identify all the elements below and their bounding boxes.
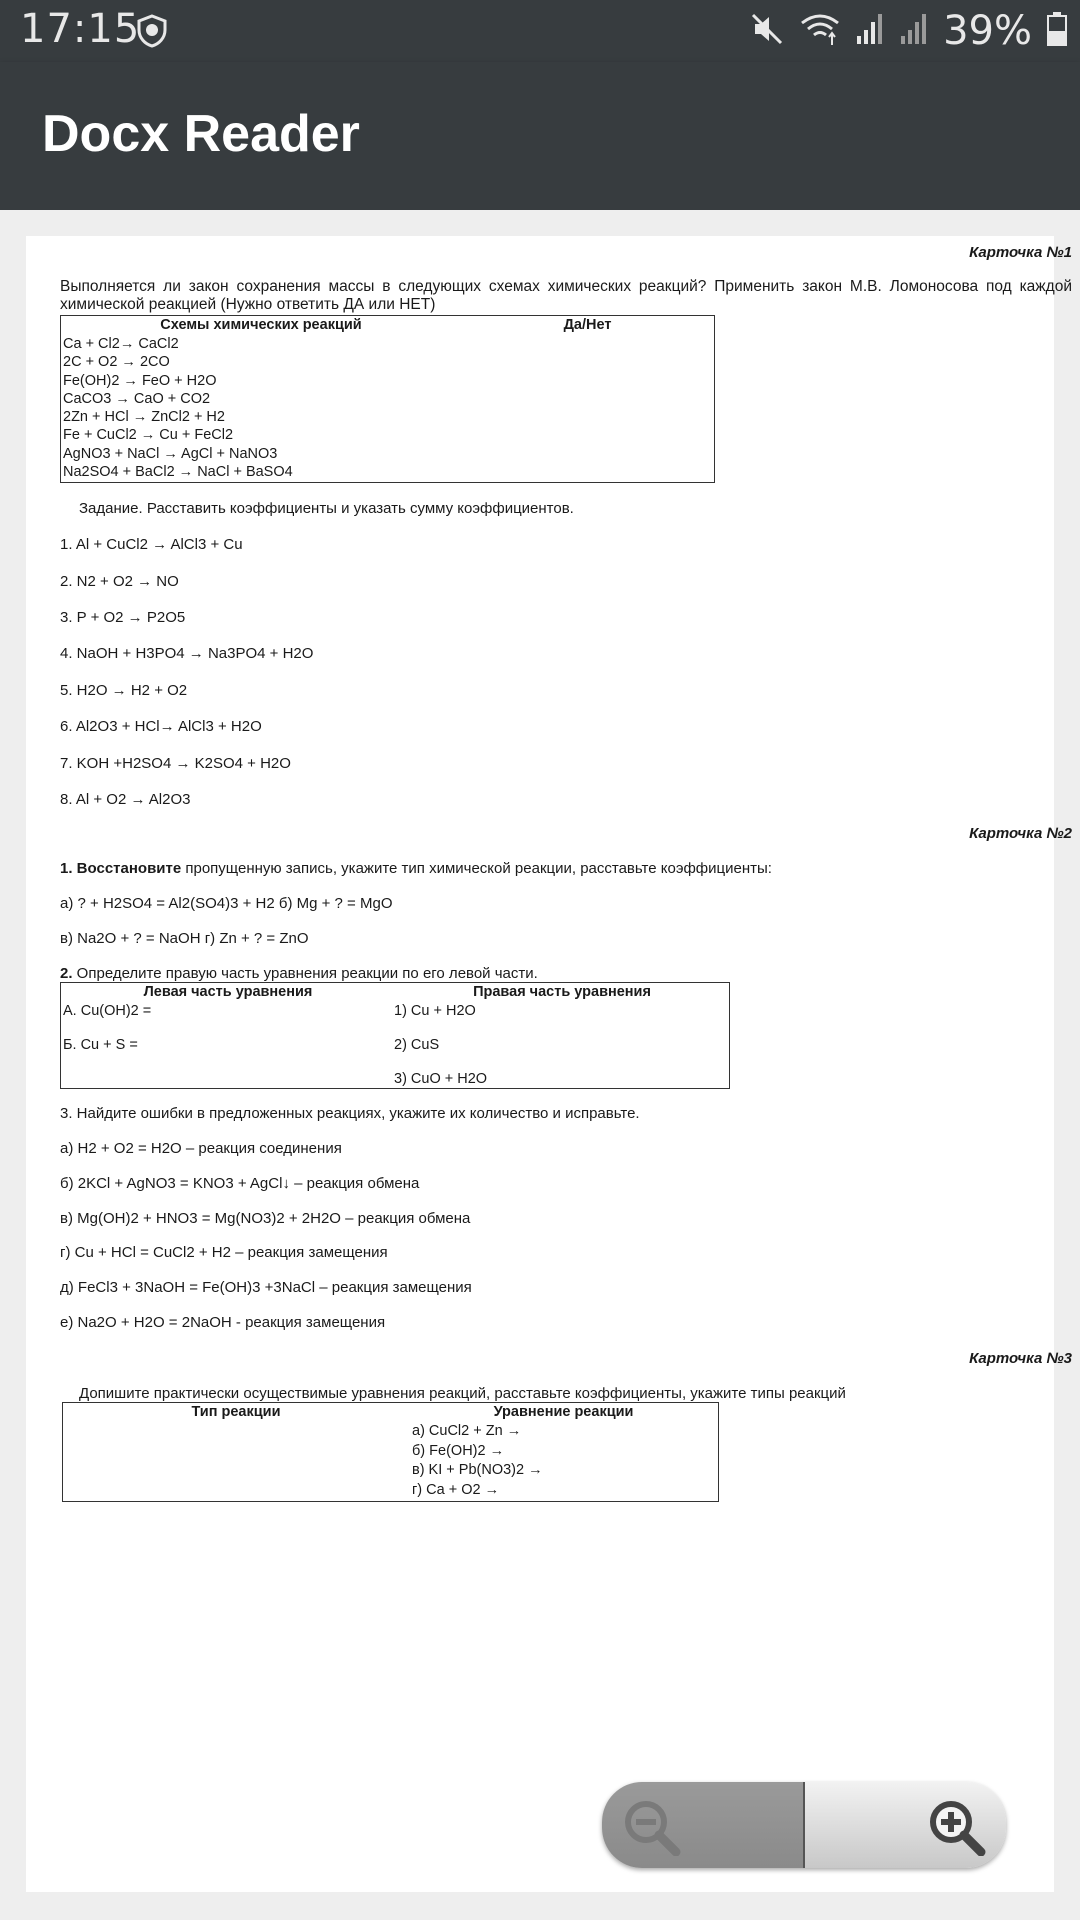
card2-title: Карточка №2 xyxy=(969,825,1072,842)
document-page[interactable] xyxy=(26,236,1072,1892)
card2-q3-item: д) FeCl3 + 3NaOH = Fe(OH)3 +3NaCl – реакция замещения xyxy=(60,1279,472,1296)
card2-header-left: Левая часть уравнения xyxy=(143,984,313,1000)
zoom-in-button[interactable] xyxy=(803,1782,1006,1868)
shield-icon xyxy=(135,14,169,53)
battery-icon xyxy=(1046,11,1068,52)
card1-row: Fe(OH)2 → FeO + H2O xyxy=(63,372,217,389)
zoom-out-icon xyxy=(620,1796,684,1861)
card3-intro: Допишите практически осуществимые уравнения реакций, расставьте коэффициенты, укажите типы реакций xyxy=(79,1385,846,1402)
card3-equation: а) CuCl2 + Zn → xyxy=(412,1423,522,1439)
card2-right-3: 3) CuO + H2O xyxy=(394,1071,488,1087)
app-title: Docx Reader xyxy=(42,105,360,163)
card2-q2-bold: 2. xyxy=(60,965,73,982)
card2-right-2: 2) CuS xyxy=(394,1037,440,1053)
card2-header-right: Правая часть уравнения xyxy=(473,984,651,1000)
signal-icon xyxy=(855,12,885,51)
card1-task: Задание. Расставить коэффициенты и указать сумму коэффициентов. xyxy=(79,500,574,517)
card1-equation: 2. N2 + O2 → NO xyxy=(60,573,179,590)
wifi-icon xyxy=(799,11,841,52)
card1-table xyxy=(60,315,715,483)
card1-title: Карточка №1 xyxy=(969,244,1072,261)
card2-q1-bold: 1. Восстановите xyxy=(60,860,182,877)
battery-percent: 39% xyxy=(943,8,1032,54)
card2-q1-line-b: в) Na2O + ? = NaOH г) Zn + ? = ZnO xyxy=(60,930,309,947)
card1-equation: 5. H2O → H2 + O2 xyxy=(60,682,188,699)
card1-header-schemes: Схемы химических реакций xyxy=(160,317,362,333)
card1-intro: Выполняется ли закон сохранения массы в следующих схемах химических реакций? Применить закон М.В. Ломоносова под каждой химической реакцией (Нужно ответить ДА или НЕТ) xyxy=(60,278,1072,313)
card1-row: 2Zn + HCl → ZnCl2 + H2 xyxy=(63,409,225,426)
signal-icon xyxy=(899,12,929,51)
card2-q1-line-a: а) ? + H2SO4 = Al2(SO4)3 + H2 б) Mg + ? = MgO xyxy=(60,895,393,912)
card2-q3-item: г) Cu + HCl = CuCl2 + H2 – реакция замещения xyxy=(60,1244,388,1261)
card2-q3-item: б) 2KCl + AgNO3 = KNO3 + AgCl↓ – реакция обмена xyxy=(60,1175,420,1192)
card2-table xyxy=(60,982,730,1089)
zoom-controls xyxy=(602,1782,1006,1868)
card3-equation: б) Fe(OH)2 → xyxy=(412,1442,505,1459)
card2-q1-text: пропущенную запись, укажите тип химической реакции, расставьте коэффициенты: xyxy=(181,860,772,877)
card2-question3: 3. Найдите ошибки в предложенных реакциях, укажите их количество и исправьте. xyxy=(60,1105,640,1122)
card2-question2 xyxy=(60,965,538,983)
card1-row: AgNO3 + NaCl → AgCl + NaNO3 xyxy=(63,445,278,462)
card1-row: CaCO3 → CaO + CO2 xyxy=(63,390,211,407)
card1-row: Ca + Cl2→ CaCl2 xyxy=(63,336,179,352)
card1-equation: 4. NaOH + H3PO4 → Na3PO4 + H2O xyxy=(60,645,314,662)
card3-equation: в) KI + Pb(NO3)2 → xyxy=(412,1462,543,1478)
card1-row: 2C + O2 → 2CO xyxy=(63,354,170,371)
card3-title: Карточка №3 xyxy=(969,1350,1072,1367)
app-bar xyxy=(0,62,1080,210)
card3-header-equation: Уравнение реакции xyxy=(493,1404,634,1420)
status-time: 17:15 xyxy=(20,6,141,52)
card1-header-yesno: Да/Нет xyxy=(563,317,612,333)
card1-equation: 3. P + O2 → P2O5 xyxy=(60,609,186,626)
zoom-out-button[interactable] xyxy=(602,1782,803,1868)
status-bar xyxy=(0,0,1080,62)
card2-q3-item: а) H2 + O2 = H2O – реакция соединения xyxy=(60,1140,342,1157)
card3-table xyxy=(62,1402,719,1502)
card1-row: Fe + CuCl2 → Cu + FeCl2 xyxy=(63,427,234,444)
card3-equation: г) Ca + O2 → xyxy=(412,1481,500,1498)
card3-header-type: Тип реакции xyxy=(191,1404,281,1420)
card2-right-1: 1) Cu + H2O xyxy=(394,1003,476,1019)
card1-row: Na2SO4 + BaCl2 → NaCl + BaSO4 xyxy=(63,464,293,481)
zoom-in-icon xyxy=(925,1796,989,1861)
card2-question1 xyxy=(60,860,772,878)
card2-q2-text: Определите правую часть уравнения реакции по его левой части. xyxy=(72,965,538,982)
card2-left-b: Б. Cu + S = xyxy=(63,1037,138,1053)
card2-left-a: А. Cu(OH)2 = xyxy=(63,1003,152,1019)
card1-equation: 7. KOH +H2SO4 → K2SO4 + H2O xyxy=(60,755,291,772)
card1-equation: 8. Al + O2 → Al2O3 xyxy=(60,791,191,808)
card1-equation: 1. Al + CuCl2 → AlCl3 + Cu xyxy=(60,536,243,553)
card1-equation: 6. Al2O3 + HCl→ AlCl3 + H2O xyxy=(60,718,262,735)
mute-icon xyxy=(749,11,785,52)
card2-q3-item: в) Mg(OH)2 + HNO3 = Mg(NO3)2 + 2H2O – реакция обмена xyxy=(60,1210,471,1227)
card2-q3-item: е) Na2O + H2O = 2NaOH - реакция замещения xyxy=(60,1314,386,1331)
